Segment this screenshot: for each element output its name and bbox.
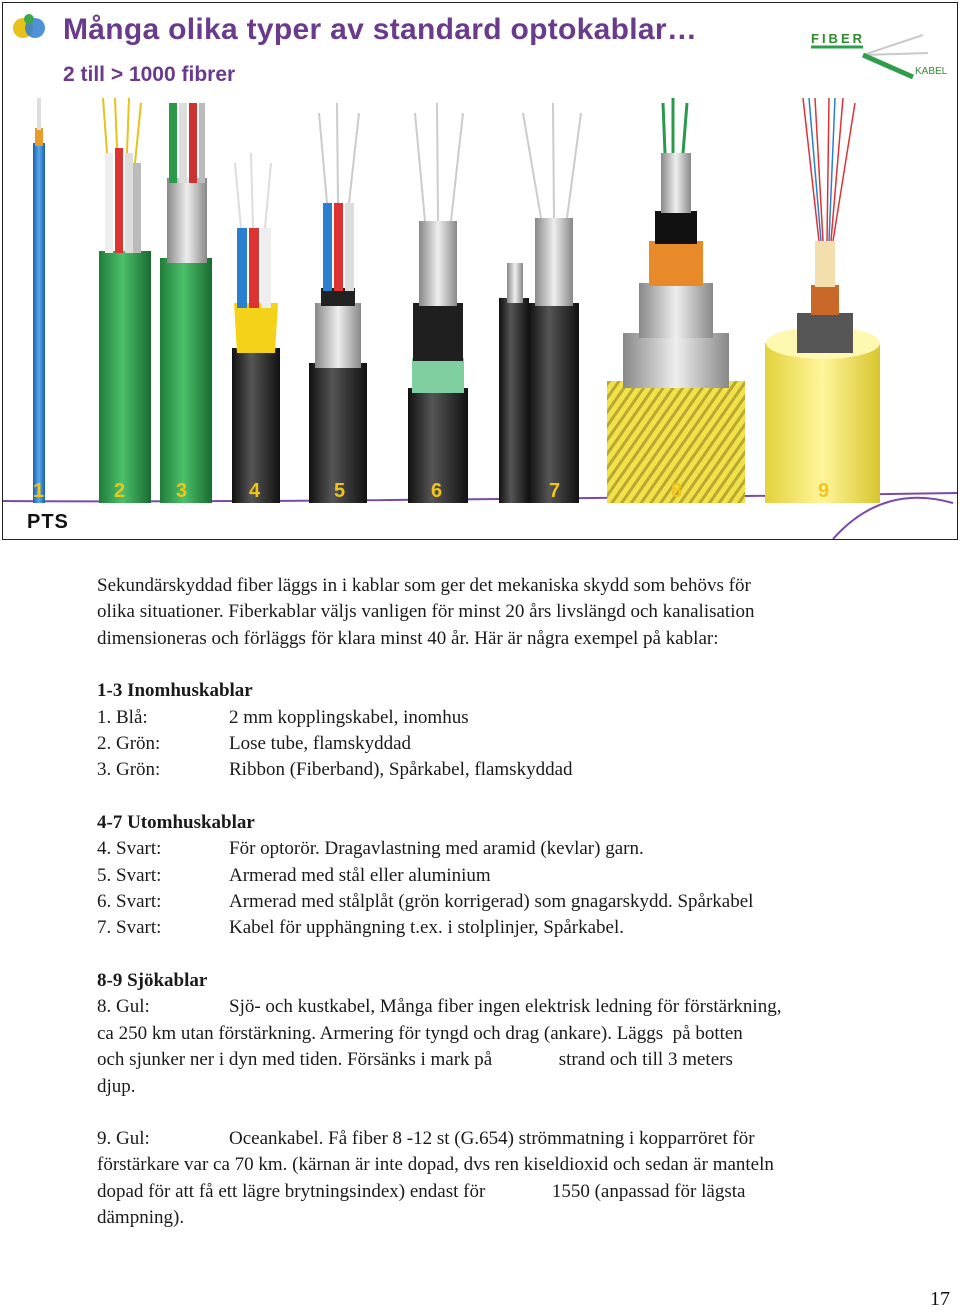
list-item: [97, 731, 897, 757]
list-item: [97, 889, 897, 915]
cable-1: [33, 98, 45, 503]
list-item: [97, 915, 897, 941]
item-text: Ribbon (Fiberband), Spårkabel, flamskyddad: [229, 759, 573, 781]
list-item: [97, 757, 897, 783]
pts-logo: PTS: [27, 511, 69, 533]
slide-image: [2, 2, 958, 540]
cable-5: [309, 103, 367, 503]
item-text: 2 mm kopplingskabel, inomhus: [229, 706, 469, 728]
item-text: Oceankabel. Få fiber 8 -12 st (G.654) strömmatning i kopparröret för: [229, 1127, 755, 1149]
cable-number-1: 1: [33, 480, 45, 502]
cable-7: [499, 103, 581, 503]
item-text-continued: förstärkare var ca 70 km. (kärnan är inte dopad, dvs ren kiseldioxid och sedan är manteln: [97, 1154, 774, 1176]
cable-6: [408, 103, 468, 503]
list-item: [97, 994, 897, 1020]
item-text-continued: dopad för att få ett lägre brytningsindex) endast för 1550 (anpassad för lägsta: [97, 1180, 746, 1202]
cable-3: [160, 103, 212, 503]
cable-4: [232, 153, 280, 503]
cable-number-4: 4: [249, 480, 261, 502]
cable-number-9: 9: [818, 480, 830, 502]
section-heading-sea: 8-9 Sjökablar: [97, 969, 208, 991]
slide-title: Många olika typer av standard optokablar…: [63, 13, 698, 46]
cable-8: [607, 98, 745, 503]
cable-number-7: 7: [549, 480, 561, 502]
cable-2: [99, 98, 151, 503]
list-item: [97, 863, 897, 889]
cable-number-8: 8: [671, 480, 683, 502]
section-heading-indoor: 1-3 Inomhuskablar: [97, 680, 253, 702]
slide-subtitle: 2 till > 1000 fibrer: [63, 63, 236, 86]
item-text-continued: ca 250 km utan förstärkning. Armering för tyngd och drag (ankare). Läggs på botten: [97, 1022, 743, 1044]
list-item: [97, 836, 897, 862]
page-number: 17: [930, 1288, 950, 1310]
cable-number-5: 5: [334, 480, 346, 502]
intro-line: dimensioneras och förläggs för klara minst 40 år. Här är några exempel på kablar:: [97, 627, 719, 649]
list-item: [97, 1126, 897, 1152]
intro-line: olika situationer. Fiberkablar väljs vanligen för minst 20 års livslängd och kanalisation: [97, 601, 755, 623]
item-text: Armerad med stål eller aluminium: [229, 864, 491, 886]
item-label: 5. Svart:: [97, 864, 162, 886]
item-text-continued: dämpning).: [97, 1207, 185, 1229]
cable-number-6: 6: [431, 480, 443, 502]
item-text-continued: och sjunker ner i dyn med tiden. Försänks i mark på strand och till 3 meters: [97, 1049, 733, 1071]
item-label: 4. Svart:: [97, 838, 162, 860]
item-label: 2. Grön:: [97, 733, 161, 755]
cable-number-3: 3: [176, 480, 188, 502]
item-text: För optorör. Dragavlastning med aramid (kevlar) garn.: [229, 838, 644, 860]
item-label: 1. Blå:: [97, 706, 148, 728]
item-text: Armerad med stålplåt (grön korrigerad) som gnagarskydd. Spårkabel: [229, 891, 754, 913]
cable-number-2: 2: [114, 480, 126, 502]
item-label: 3. Grön:: [97, 759, 161, 781]
intro-line: Sekundärskyddad fiber läggs in i kablar som ger det mekaniska skydd som behövs för: [97, 575, 751, 596]
document-body: [97, 573, 897, 1232]
logo-kabel-text: KABEL: [915, 66, 948, 77]
item-label: 7. Svart:: [97, 917, 162, 939]
cables-illustration: [3, 3, 957, 539]
section-heading-outdoor: 4-7 Utomhuskablar: [97, 811, 255, 833]
item-label: 6. Svart:: [97, 891, 162, 913]
logo-fiber-text: FIBER: [811, 31, 865, 46]
item-label: 9. Gul:: [97, 1127, 150, 1149]
item-label: 8. Gul:: [97, 996, 150, 1018]
item-text: Sjö- och kustkabel, Många fiber ingen elektrisk ledning för förstärkning,: [229, 996, 782, 1018]
list-item: [97, 705, 897, 731]
item-text: Lose tube, flamskyddad: [229, 733, 412, 755]
item-text: Kabel för upphängning t.ex. i stolplinjer, Spårkabel.: [229, 917, 624, 939]
cable-9: [765, 98, 880, 503]
item-text-continued: djup.: [97, 1075, 136, 1097]
